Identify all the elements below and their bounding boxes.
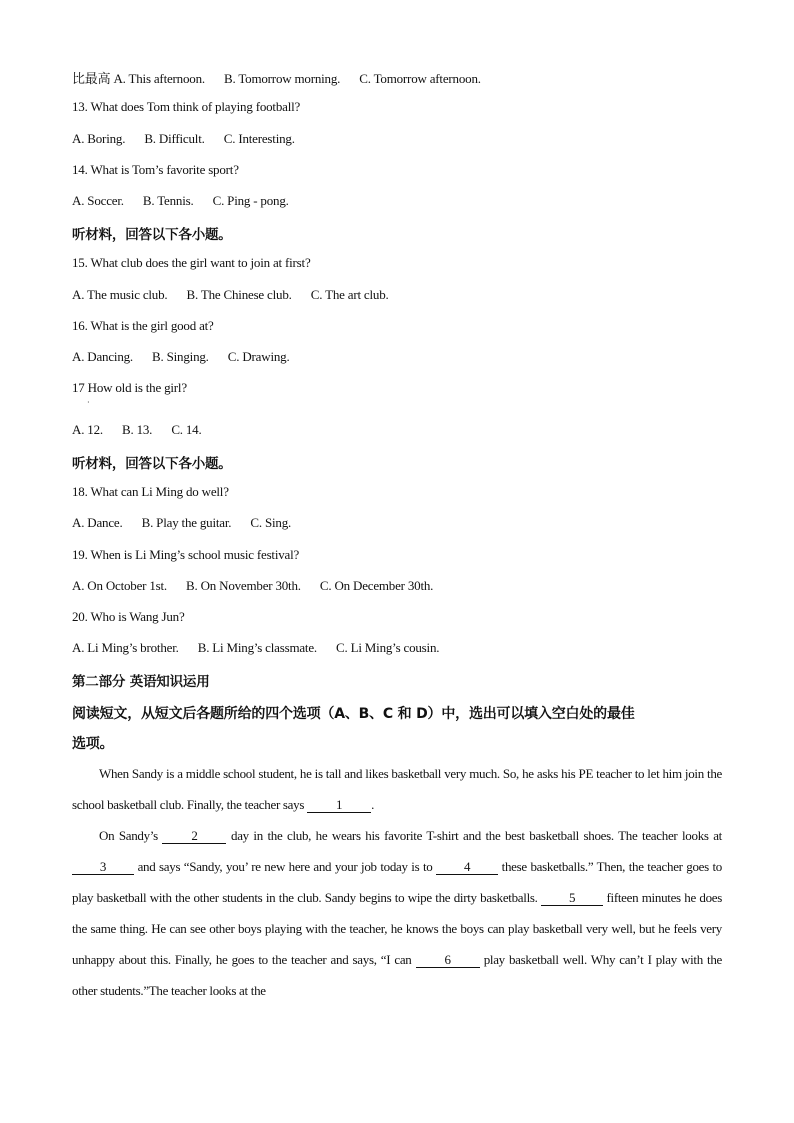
q15-question: 15. What club does the girl want to join at first? bbox=[72, 255, 311, 270]
passage-text: fifteen minutes he does the same thing. He can see other boys playing with the teacher, he knows the boys can play basketball very well, but he feels very unhappy about this. Finally, he goes to the teacher and says, “I can bbox=[72, 890, 722, 967]
passage-text: On Sandy’s bbox=[99, 828, 163, 843]
q13-question: 13. What does Tom think of playing football? bbox=[72, 99, 301, 114]
part2-instruction-line1: 阅读短文，从短文后各题所给的四个选项（A、B、C 和 D）中，选出可以填入空白处的最佳 bbox=[72, 706, 635, 722]
section-heading-listen-2: 听材料，回答以下各小题。 bbox=[72, 456, 232, 472]
q20-option-c: C. Li Ming’s cousin. bbox=[336, 640, 440, 655]
q14-question: 14. What is Tom’s favorite sport? bbox=[72, 162, 239, 177]
q17-option-b: B. 13. bbox=[122, 422, 153, 437]
passage-paragraph-1 bbox=[72, 758, 722, 820]
q15-options bbox=[72, 287, 405, 303]
passage-text: . bbox=[371, 797, 375, 812]
q14-option-c: C. Ping - pong. bbox=[212, 193, 289, 208]
q13-options bbox=[72, 131, 311, 147]
passage-text: and says “Sandy, you’ re new here and your job today is to bbox=[134, 859, 437, 874]
q16-question: 16. What is the girl good at? bbox=[72, 318, 214, 333]
q19-question: 19. When is Li Ming’s school music festival? bbox=[72, 547, 300, 562]
q16-option-a: A. Dancing. bbox=[72, 349, 133, 364]
q18-option-c: C. Sing. bbox=[250, 515, 292, 530]
blank-6: 6 bbox=[416, 953, 480, 968]
passage-paragraph-2 bbox=[72, 820, 722, 1006]
q14-option-a: A. Soccer. bbox=[72, 193, 124, 208]
q17-options bbox=[72, 422, 218, 438]
q12-options bbox=[72, 68, 497, 87]
q15-option-c: C. The art club. bbox=[310, 287, 389, 302]
passage-text: these basketballs.” Then, the teacher goes to play basketball with the other students in the club. Sandy begins to wipe the dirty basketballs. bbox=[72, 859, 723, 905]
q16-options bbox=[72, 349, 306, 365]
q16-option-c: C. Drawing. bbox=[227, 349, 290, 364]
passage-text: play basketball well. Why can’t I play with the other students.”The teacher looks at the bbox=[72, 952, 722, 998]
blank-5: 5 bbox=[541, 891, 603, 906]
q13-option-a: A. Boring. bbox=[72, 131, 126, 146]
blank-1: 1 bbox=[307, 798, 371, 813]
q19-options bbox=[72, 578, 449, 594]
section-heading-listen: 听材料，回答以下各小题。 bbox=[72, 227, 232, 243]
passage-text: When Sandy is a middle school student, he is tall and likes basketball very much. So, he asks his PE teacher to let him join the school basketball club. Finally, the teacher says bbox=[72, 766, 722, 812]
q20-option-b: B. Li Ming’s classmate. bbox=[197, 640, 317, 655]
q14-options bbox=[72, 193, 305, 209]
q20-options bbox=[72, 640, 455, 656]
q19-option-b: B. On November 30th. bbox=[186, 578, 301, 593]
q12-option-c: C. Tomorrow afternoon. bbox=[359, 71, 481, 86]
q18-question: 18. What can Li Ming do well? bbox=[72, 484, 229, 499]
q12-option-a: 比最高 A. This afternoon. bbox=[72, 71, 205, 86]
q13-option-c: C. Interesting. bbox=[223, 131, 295, 146]
q19-option-c: C. On December 30th. bbox=[319, 578, 434, 593]
q15-option-b: B. The Chinese club. bbox=[186, 287, 292, 302]
q15-option-a: A. The music club. bbox=[72, 287, 168, 302]
q17-option-c: C. 14. bbox=[171, 422, 202, 437]
q20-option-a: A. Li Ming’s brother. bbox=[72, 640, 179, 655]
stray-dot: · bbox=[87, 398, 90, 407]
q18-option-a: A. Dance. bbox=[72, 515, 123, 530]
q18-options bbox=[72, 515, 307, 531]
q14-option-b: B. Tennis. bbox=[142, 193, 194, 208]
passage-text: day in the club, he wears his favorite T-shirt and the best basketball shoes. The teacher looks at bbox=[226, 828, 722, 843]
q17-question: 17 How old is the girl? bbox=[72, 380, 187, 395]
q12-option-b: B. Tomorrow morning. bbox=[224, 71, 341, 86]
blank-3: 3 bbox=[72, 860, 134, 875]
q20-question: 20. Who is Wang Jun? bbox=[72, 609, 185, 624]
part2-instruction-line2: 选项。 bbox=[72, 736, 114, 752]
q13-option-b: B. Difficult. bbox=[144, 131, 205, 146]
q17-option-a: A. 12. bbox=[72, 422, 103, 437]
blank-4: 4 bbox=[436, 860, 498, 875]
blank-2: 2 bbox=[162, 829, 226, 844]
q19-option-a: A. On October 1st. bbox=[72, 578, 167, 593]
q16-option-b: B. Singing. bbox=[152, 349, 209, 364]
part2-title: 第二部分 英语知识运用 bbox=[72, 674, 210, 690]
q18-option-b: B. Play the guitar. bbox=[141, 515, 232, 530]
